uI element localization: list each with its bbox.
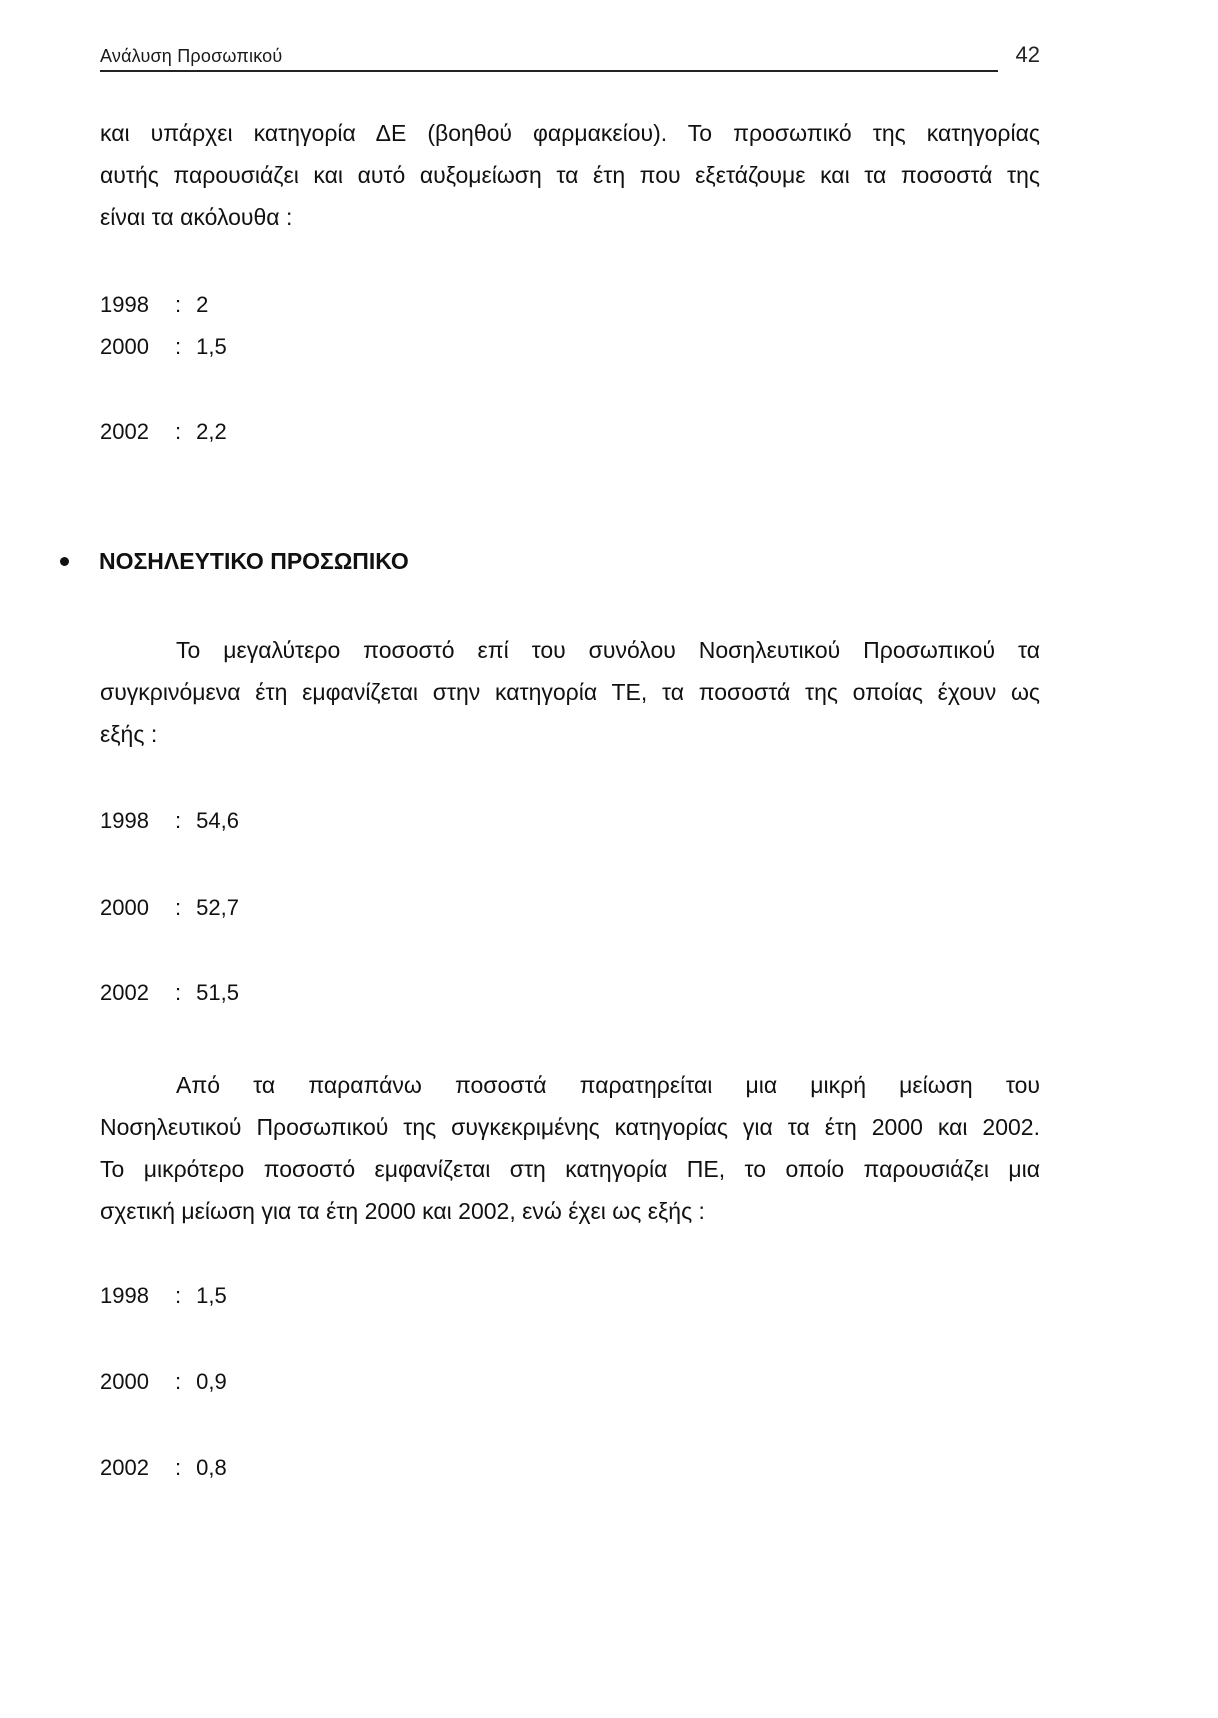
stat-value: 54,6 bbox=[196, 808, 239, 833]
conclusion-paragraph bbox=[100, 1064, 1040, 1232]
pe-stat-row bbox=[100, 1455, 227, 1481]
nursing-line-1 bbox=[100, 629, 1040, 671]
stat-year: 2000 bbox=[100, 334, 149, 359]
pe-stat-row bbox=[100, 1369, 227, 1395]
stat-separator: : bbox=[174, 1369, 182, 1394]
stat-separator: : bbox=[174, 980, 182, 1005]
nursing-paragraph bbox=[100, 629, 1040, 755]
stat-year: 2002 bbox=[100, 419, 149, 444]
stat-year: 2002 bbox=[100, 1455, 149, 1480]
stat-value: 1,5 bbox=[196, 334, 227, 359]
de-stat-row bbox=[100, 419, 227, 445]
conclusion-line-1 bbox=[100, 1064, 1040, 1106]
nursing-line-1-text: Το μεγαλύτερο ποσοστό επί του συνόλου Νοσηλευτικού Προσωπικού τα bbox=[176, 637, 1040, 663]
stat-year: 2002 bbox=[100, 980, 149, 1005]
intro-line-1: και υπάρχει κατηγορία ΔΕ (βοηθού φαρμακείου). Το προσωπικό της κατηγορίας bbox=[100, 120, 1040, 146]
nursing-line-2: συγκρινόμενα έτη εμφανίζεται στην κατηγορία ΤΕ, τα ποσοστά της οποίας έχουν ως bbox=[100, 679, 1040, 705]
stat-separator: : bbox=[174, 292, 182, 317]
te-stat-row bbox=[100, 980, 239, 1006]
page-number: 42 bbox=[1015, 42, 1040, 67]
intro-line-3: είναι τα ακόλουθα : bbox=[100, 204, 293, 230]
stat-year: 2000 bbox=[100, 895, 149, 920]
section-heading bbox=[60, 548, 409, 575]
de-stat-row bbox=[100, 334, 227, 360]
conclusion-line-3: Το μικρότερο ποσοστό εμφανίζεται στη κατηγορία ΠΕ, το οποίο παρουσιάζει μια bbox=[100, 1156, 1040, 1182]
stat-year: 1998 bbox=[100, 808, 149, 833]
intro-line-2: αυτής παρουσιάζει και αυτό αυξομείωση τα έτη που εξετάζουμε και τα ποσοστά της bbox=[100, 162, 1040, 188]
pe-stat-row bbox=[100, 1283, 227, 1309]
conclusion-line-1-text: Από τα παραπάνω ποσοστά παρατηρείται μια μικρή μείωση του bbox=[176, 1072, 1040, 1098]
te-stat-row bbox=[100, 895, 239, 921]
stat-separator: : bbox=[174, 895, 182, 920]
conclusion-line-2: Νοσηλευτικού Προσωπικού της συγκεκριμένης κατηγορίας για τα έτη 2000 και 2002. bbox=[100, 1114, 1040, 1140]
stat-year: 1998 bbox=[100, 1283, 149, 1308]
te-stat-row bbox=[100, 808, 239, 834]
stat-value: 51,5 bbox=[196, 980, 239, 1005]
running-header bbox=[100, 44, 1040, 72]
stat-value: 1,5 bbox=[196, 1283, 227, 1308]
header-title: Ανάλυση Προσωπικού bbox=[100, 46, 283, 66]
header-rule bbox=[100, 70, 998, 72]
stat-separator: : bbox=[174, 419, 182, 444]
conclusion-line-4: σχετική μείωση για τα έτη 2000 και 2002, ενώ έχει ως εξής : bbox=[100, 1198, 705, 1224]
nursing-line-3: εξής : bbox=[100, 721, 158, 747]
stat-year: 1998 bbox=[100, 292, 149, 317]
intro-paragraph bbox=[100, 112, 1040, 238]
bullet-icon bbox=[60, 557, 69, 566]
stat-value: 52,7 bbox=[196, 895, 239, 920]
stat-value: 0,9 bbox=[196, 1369, 227, 1394]
stat-separator: : bbox=[174, 1283, 182, 1308]
stat-value: 2 bbox=[196, 292, 209, 317]
stat-value: 2,2 bbox=[196, 419, 227, 444]
section-heading-text: ΝΟΣΗΛΕΥΤΙΚΟ ΠΡΟΣΩΠΙΚΟ bbox=[99, 548, 409, 574]
stat-separator: : bbox=[174, 1455, 182, 1480]
stat-year: 2000 bbox=[100, 1369, 149, 1394]
stat-value: 0,8 bbox=[196, 1455, 227, 1480]
stat-separator: : bbox=[174, 334, 182, 359]
de-stat-row bbox=[100, 292, 208, 318]
stat-separator: : bbox=[174, 808, 182, 833]
